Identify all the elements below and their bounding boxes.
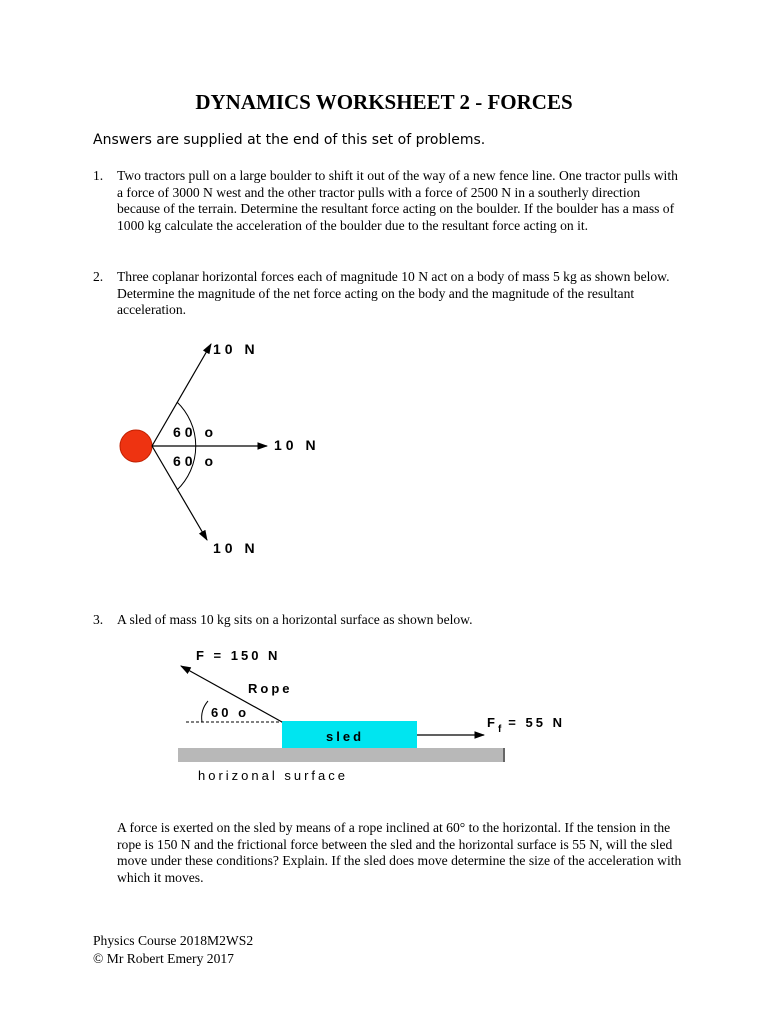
question-number: 3.: [93, 612, 104, 627]
question-number: 1.: [93, 168, 104, 183]
intro-text: Answers are supplied at the end of this set of problems.: [93, 132, 486, 148]
angle-label: 60 o: [211, 705, 250, 720]
angle-arc: [202, 701, 208, 722]
worksheet-title: DYNAMICS WORKSHEET 2 - FORCES: [195, 90, 573, 114]
copyright: © Mr Robert Emery 2017: [93, 951, 234, 966]
question-text: Two tractors pull on a large boulder to shift it out of the way of a new fence line. One tractor pulls with a force of 3000 N west and the other tractor pulls with a force of 2500 N in a southerly direction because of the terrain. Determine the resultant force acting on the boulder. If the boulder has a mass of 1000 kg calculate the acceleration of the boulder due to the resultant force acting on it.: [117, 168, 678, 233]
friction-label: $F_f = 55$ N: [487, 715, 565, 735]
upper-angle-label: 60 o: [173, 424, 218, 440]
top-force-label: 10 N: [213, 341, 259, 357]
question-number: 2.: [93, 269, 104, 284]
surface-label: horizonal surface: [198, 768, 348, 783]
force-label: F = 150 N: [196, 648, 281, 663]
sled-label: sled: [326, 729, 365, 744]
question-text: A sled of mass 10 kg sits on a horizontal surface as shown below.: [117, 612, 473, 627]
footer: [93, 932, 253, 968]
bottom-force-label: 10 N: [213, 540, 259, 556]
middle-force-label: 10 N: [274, 437, 320, 453]
horizontal-surface: [178, 748, 504, 762]
question-3-followup: A force is exerted on the sled by means of a rope inclined at 60° to the horizontal. If the tension in the rope is 150 N and the frictional force between the sled and the horizontal surface is 55 N, will the sled move under these conditions? Explain. If the sled does move determine the size of the acceleration with which it moves.: [117, 820, 682, 885]
course-code: Physics Course 2018M2WS2: [93, 933, 254, 948]
lower-angle-label: 60 o: [173, 453, 218, 469]
question-text: Three coplanar horizontal forces each of magnitude 10 N act on a body of mass 5 kg as shown below. Determine the magnitude of the net force acting on the body and the magnitude of the resultant acceleration.: [117, 269, 670, 317]
rope-label: Rope: [248, 681, 293, 696]
